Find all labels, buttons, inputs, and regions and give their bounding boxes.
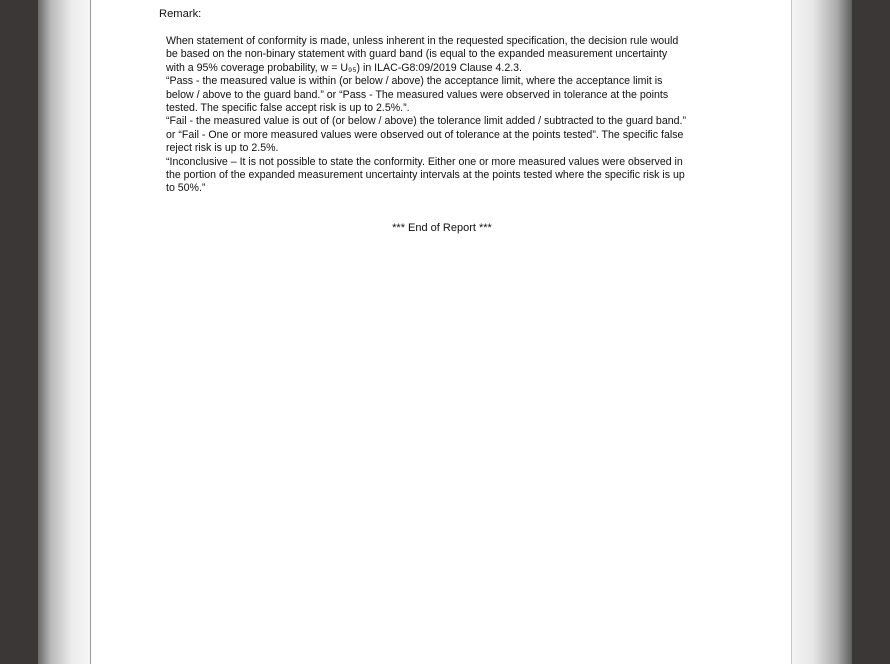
remark-line: When statement of conformity is made, unless inherent in the requested specification, the decision rule would	[166, 35, 679, 47]
remark-line: to 50%.”	[166, 182, 206, 195]
remark-line: or “Fail - One or more measured values were observed out of tolerance at the points tested”. The specific false	[166, 128, 684, 141]
remark-line: tested. The specific false accept risk is up to 2.5%.”.	[166, 102, 410, 115]
remark-heading: Remark:	[159, 8, 202, 20]
document-page	[90, 0, 792, 664]
remark-line: “Inconclusive – It is not possible to state the conformity. Either one or more measured values were observed in	[166, 155, 683, 168]
remark-line: below / above to the guard band.” or “Pass - The measured values were observed in tolerance at the points	[166, 88, 669, 101]
remark-line: “Fail - the measured value is out of (or below / above) the tolerance limit added / subtracted to the guard band.”	[166, 115, 686, 128]
frame-mat-left	[38, 0, 90, 664]
remark-line: the portion of the expanded measurement uncertainty intervals at the points tested where the specific risk is up	[166, 169, 685, 182]
remark-line: reject risk is up to 2.5%.	[166, 142, 279, 155]
remark-body	[166, 35, 746, 196]
remark-line: be based on the non-binary statement with guard band (is equal to the expanded measurement uncertainty	[166, 48, 668, 61]
frame-mat-right	[792, 0, 852, 664]
remark-line: with a 95% coverage probability, w = U₉₅) in ILAC-G8:09/2019 Clause 4.2.3.	[166, 61, 522, 74]
remark-line: “Pass - the measured value is within (or below / above) the acceptance limit, where the acceptance limit is	[166, 75, 663, 88]
end-of-report: *** End of Report ***	[392, 222, 492, 234]
